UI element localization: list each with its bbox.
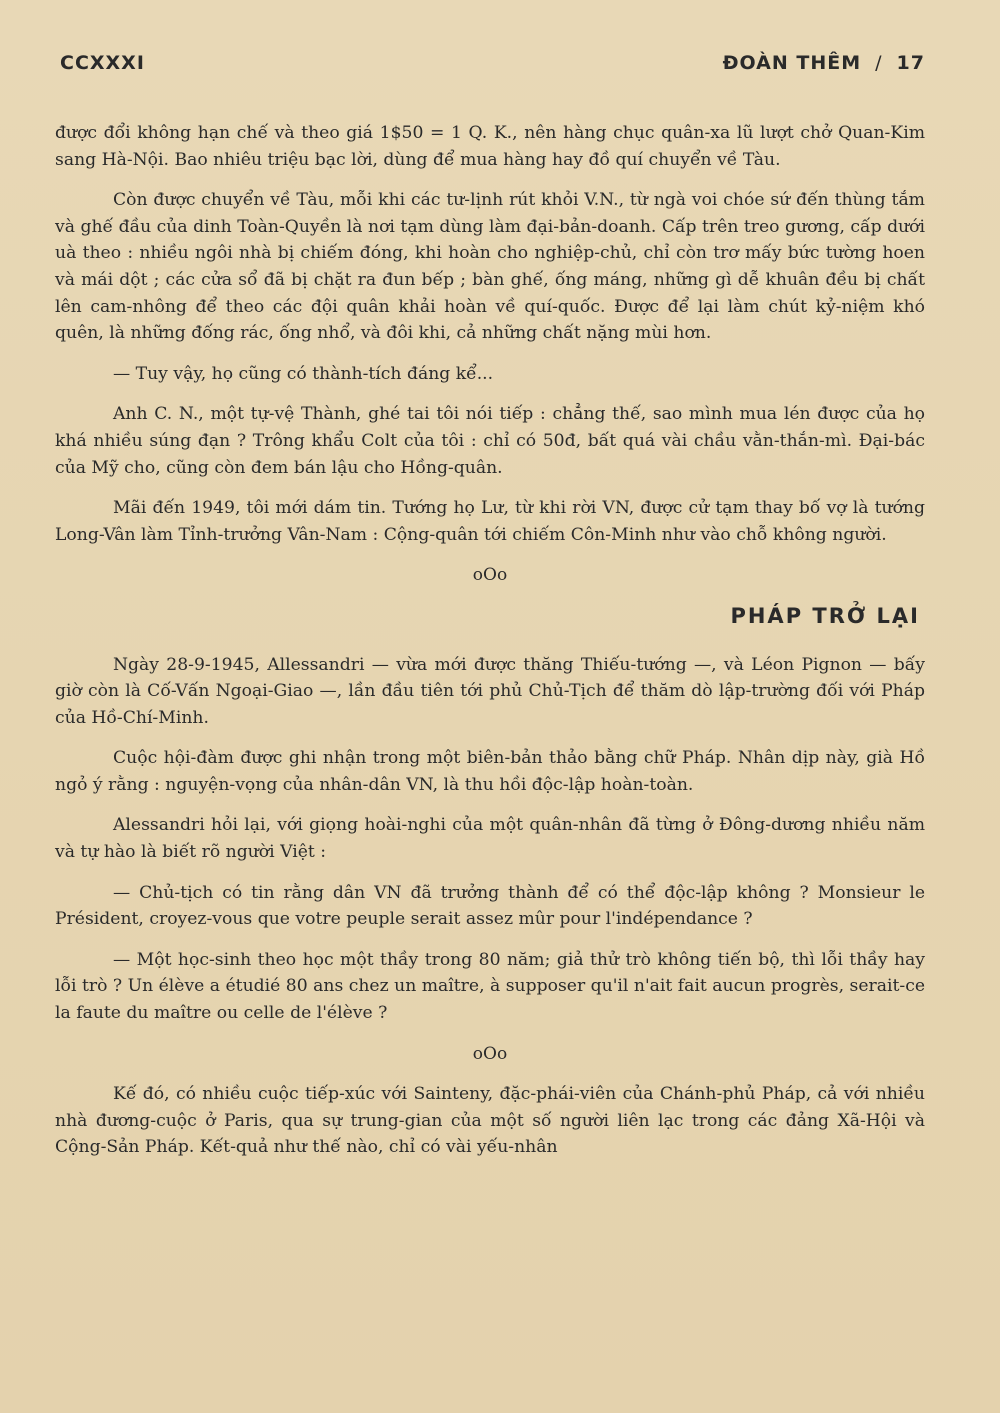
section-divider: oOo [472,565,508,586]
paragraph: — Tuy vậy, họ cũng có thành-tích đáng kể... [113,363,494,384]
paragraph: Cuộc hội-đàm được ghi nhận trong một biên-bản thảo bằng chữ Pháp. Nhân dịp này, già Hồ ngỏ ý rằng : nguyện-vọng của nhân-dân VN, là thu hồi độc-lập hoàn-toàn. [55,748,925,795]
author-name: ĐOÀN THÊM [722,52,862,74]
paragraph: được đổi không hạn chế và theo giá 1$50 = 1 Q. K., nên hàng chục quân-xa lũ lượt chở Quan-Kim sang Hà-Nội. Bao nhiêu triệu bạc lời, dùng để mua hàng hay đồ quí chuyển về Tàu. [55,123,925,170]
section-title: PHÁP TRỞ LẠI [730,603,920,628]
paragraph: Alessandri hỏi lại, với giọng hoài-nghi của một quân-nhân đã từng ở Đông-dương nhiều năm và tự hào là biết rõ người Việt : [55,815,925,863]
chapter-number: CCXXXI [60,52,145,74]
paragraph: Anh C. N., một tự-vệ Thành, ghé tai tôi nói tiếp : chẳng thế, sao mình mua lén được của họ khá nhiều súng đạn ? Trông khẩu Colt của tôi : chỉ có 50đ, bất quá vài chầu vằn-thắn-mì. Đại-bác của Mỹ cho, cũng còn đem bán lậu cho Hồng-quân. [55,404,925,478]
header-separator: / [875,52,883,74]
page-body [55,120,925,1175]
page-number: 17 [896,52,925,74]
paragraph: — Một học-sinh theo học một thầy trong 80 năm; giả thử trò không tiến bộ, thì lỗi thầy hay lỗi trò ? Un élève a étudié 80 ans chez un maître, à supposer qu'il n'ait fait aucun progrès, serait-ce la faute du maître ou celle de l'élève ? [55,949,925,1024]
paragraph: Còn được chuyển về Tàu, mỗi khi các tư-lịnh rút khỏi V.N., từ ngà voi chóe sứ đến thùng tắm và ghế đầu của dinh Toàn-Quyền là nơi tạm dùng làm đại-bản-doanh. Cấp trên treo gương, cấp dưới uà theo : nhiều ngôi nhà bị chiếm đóng, khi hoàn cho nghiệp-chủ, chỉ còn trơ mấy bức tường hoen và mái dột ; các cửa sổ đã bị chặt ra đun bếp ; bàn ghế, ống máng, những gì dễ khuân đều bị chất lên cam-nhông để theo các đội quân khải hoàn về quí-quốc. Được để lại làm chút kỷ-niệm khó quên, là những đống rác, ống nhổ, và đôi khi, cả những chất nặng mùi hơn. [55,190,925,344]
section-divider: oOo [472,1043,508,1064]
header-right [723,52,925,74]
running-header [60,52,925,86]
paragraph: — Chủ-tịch có tin rằng dân VN đã trưởng thành để có thể độc-lập không ? Monsieur le Président, croyez-vous que votre peuple serait assez mûr pour l'indépendance ? [55,882,925,930]
paragraph: Mãi đến 1949, tôi mới dám tin. Tướng họ Lư, từ khi rời VN, được cử tạm thay bố vợ là tướng Long-Vân làm Tỉnh-trưởng Vân-Nam : Cộng-quân tới chiếm Côn-Minh như vào chỗ không người. [55,498,925,545]
paragraph: Kế đó, có nhiều cuộc tiếp-xúc với Sainteny, đặc-phái-viên của Chánh-phủ Pháp, cả với nhiều nhà đương-cuộc ở Paris, qua sự trung-gian của một số người liên lạc trong các đảng Xã-Hội và Cộng-Sản Pháp. Kết-quả như thế nào, chỉ có vài yếu-nhân [55,1084,925,1158]
paragraph: Ngày 28-9-1945, Allessandri — vừa mới được thăng Thiếu-tướng —, và Léon Pignon — bấy giờ còn là Cố-Vấn Ngoại-Giao —, lần đầu tiên tới phủ Chủ-Tịch để thăm dò lập-trường đối với Pháp của Hồ-Chí-Minh. [55,654,925,728]
